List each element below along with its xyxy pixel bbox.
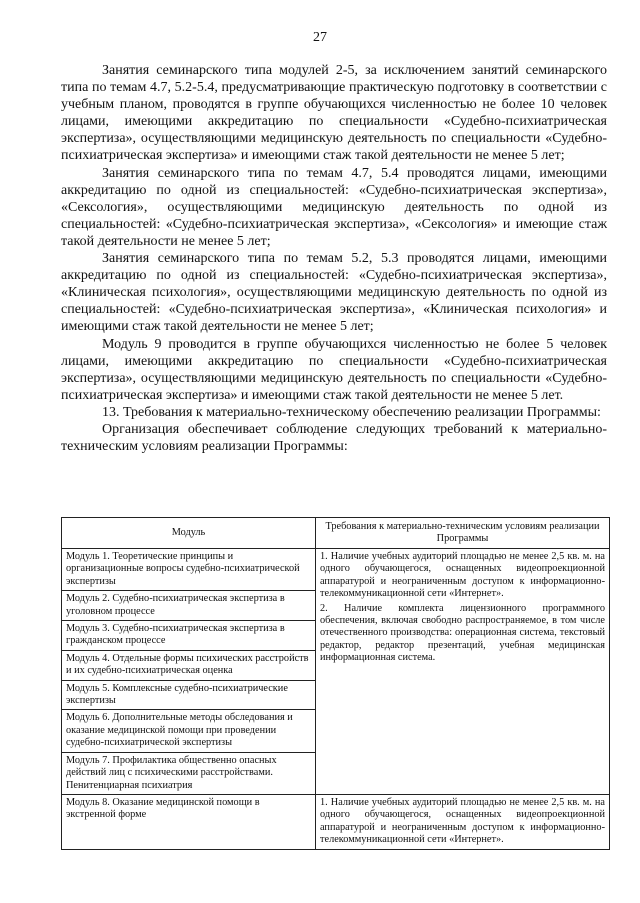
module-cell: Модуль 3. Судебно-психиатрическая экспертиза в гражданском процессе: [62, 621, 316, 651]
header-requirements: Требования к материально-техническим условиям реализации Программы: [316, 518, 610, 549]
paragraph-module-9: Модуль 9 проводится в группе обучающихся численностью не более 5 человек лицами, имеющими аккредитацию по специальности «Судебно-психиатрическая экспертиза», осуществляющими медицинскую деятельность по специальности «Судебно-психиатрическая экспертиза» и имеющими стаж такой деятельности не менее 5 лет.: [61, 336, 607, 403]
section-13-heading: 13. Требования к материально-техническому обеспечению реализации Программы:: [102, 404, 601, 420]
module-cell: Модуль 8. Оказание медицинской помощи в экстренной форме: [62, 794, 316, 849]
module-cell: Модуль 2. Судебно-психиатрическая экспертиза в уголовном процессе: [62, 591, 316, 621]
paragraph-seminar-modules-2-5: Занятия семинарского типа модулей 2-5, за исключением занятий семинарского типа по темам 4.7, 5.2-5.4, предусматривающие практическую подготовку в соответствии с учебным планом, проводятся в группе обучающихся численностью не более 10 человек лицами, имеющими аккредитацию по специальности «Судебно-психиатрическая экспертиза», осуществляющими медицинскую деятельность по специальности «Судебно-психиатрическая экспертиза» и имеющими стаж такой деятельности не менее 5 лет;: [61, 63, 607, 164]
header-module: Модуль: [62, 518, 316, 549]
module-cell: Модуль 6. Дополнительные методы обследования и оказание медицинской помощи при проведении судебно-психиатрической экспертизы: [62, 710, 316, 752]
paragraph-seminar-topics-5-2: Занятия семинарского типа по темам 5.2, 5.3 проводятся лицами, имеющими аккредитацию по одной из специальностей: «Судебно-психиатрическая экспертиза», «Клиническая психология», осуществляющими медицинскую деятельность по одной из специальностей: «Судебно-психиатрическая экспертиза», «Клиническая психология» и имеющими стаж такой деятельности не менее 5 лет;: [61, 251, 607, 335]
table-header-row: [62, 518, 610, 549]
requirement-item: 2. Наличие комплекта лицензионного программного обеспечения, включая свободно распространяемое, в том числе отечественного производства: операционная система, текстовый редактор, редактор презентаций, учебная медицинская информационная система.: [320, 602, 605, 664]
table-row: [62, 794, 610, 849]
document-body: [61, 62, 607, 455]
requirements-cell-group2: [316, 794, 610, 849]
table-row: [62, 549, 610, 591]
module-cell: Модуль 5. Комплексные судебно-психиатрические экспертизы: [62, 680, 316, 710]
paragraph-seminar-topics-4-7: Занятия семинарского типа по темам 4.7, 5.4 проводятся лицами, имеющими аккредитацию по одной из специальностей: «Судебно-психиатрическая экспертиза», «Сексология», осуществляющими медицинскую деятельность по одной из специальностей: «Судебно-психиатрическая экспертиза», «Сексология» и имеющие стаж такой деятельности не менее 5 лет;: [61, 165, 607, 249]
page-number: 27: [313, 30, 327, 45]
requirement-item: 1. Наличие учебных аудиторий площадью не менее 2,5 кв. м. на одного обучающегося, оснащенных видеопроекционной аппаратурой и неограниченным доступом к информационно-телекоммуникационной сети «Интернет».: [320, 796, 605, 846]
requirements-table: [61, 517, 610, 850]
requirements-cell-group1: [316, 549, 610, 795]
module-cell: Модуль 7. Профилактика общественно опасных действий лиц с психическими расстройствами. Пенитенциарная психиатрия: [62, 752, 316, 794]
paragraph-organization: Организация обеспечивает соблюдение следующих требований к материально-техническим условиям реализации Программы:: [61, 421, 607, 455]
requirement-item: 1. Наличие учебных аудиторий площадью не менее 2,5 кв. м. на одного обучающегося, оснащенных видеопроекционной аппаратурой и неограниченным доступом к информационно-телекоммуникационной сети «Интернет».: [320, 551, 605, 600]
module-cell: Модуль 4. Отдельные формы психических расстройств и их судебно-психиатрическая оценка: [62, 650, 316, 680]
module-cell: Модуль 1. Теоретические принципы и организационные вопросы судебно-психиатрической экспертизы: [62, 549, 316, 591]
